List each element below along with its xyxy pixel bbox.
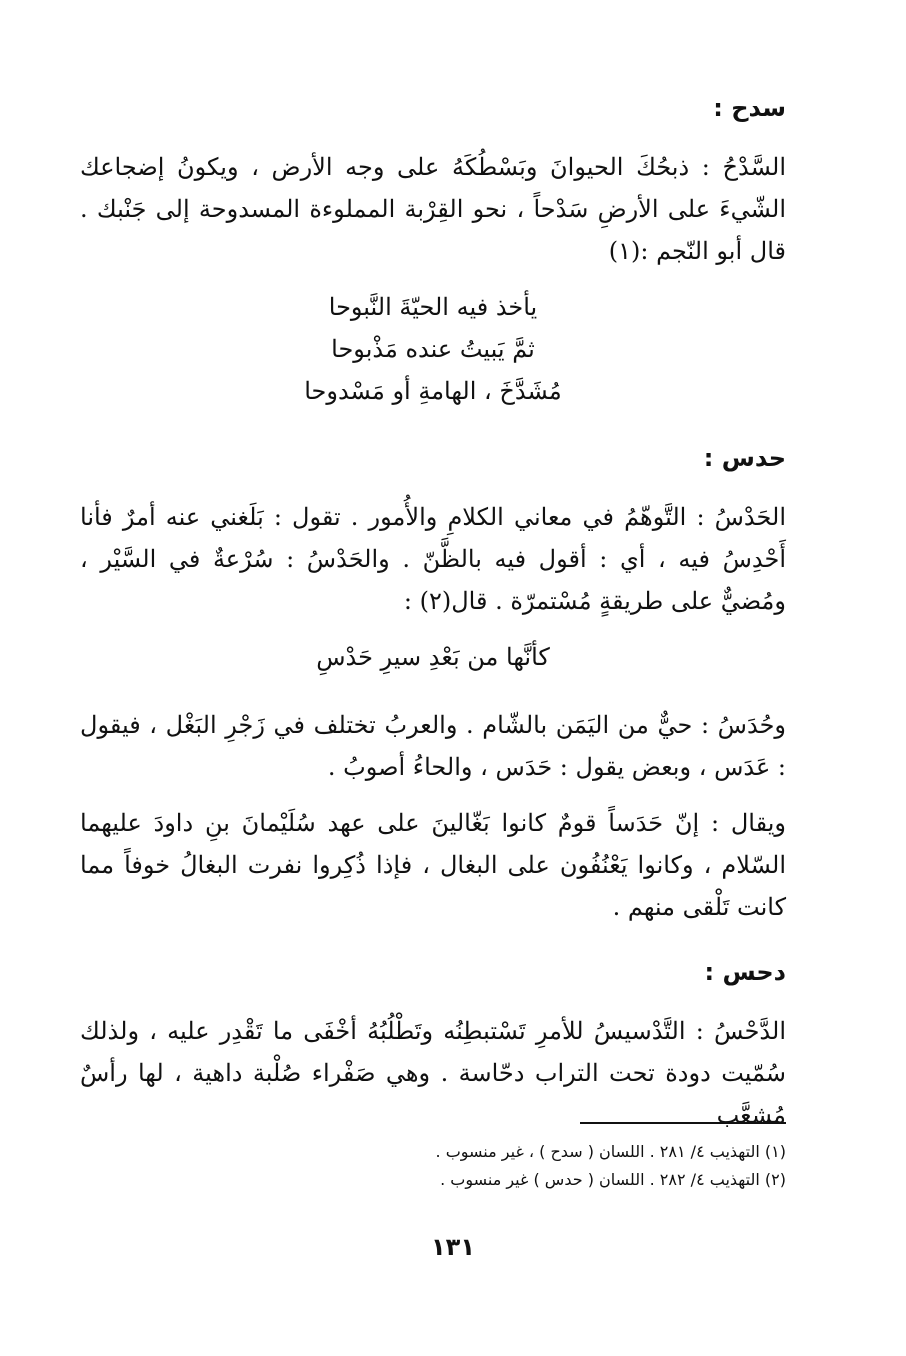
page-number: ١٣١ xyxy=(431,1233,475,1261)
entry-paragraph: ويقال : إنّ حَدَساً قومٌ كانوا بَغّالينَ على عهد سُلَيْمانَ بنِ داودَ عليهما السّلام ، وكانوا يَعْنُفُون على البغال ، فإذا ذُكِروا نفرت البغالُ خوفاً مما كانت تَلْقى منهم . xyxy=(80,809,786,921)
entry-heading: دحس : xyxy=(704,958,786,986)
footnote: (٢) التهذيب ٤/ ٢٨٢ . اللسان ( حدس ) غير منسوب . xyxy=(440,1170,786,1189)
entry-paragraph: الدَّحْسُ : التَّدْسيسُ للأمرِ تَسْتبطِنُه وتَطْلُبُهُ أخْفَى ما تَقْدِر عليه ، ولذلك سُمّيت دودة تحت التراب دحّاسة . وهي صَفْراء صُلْبة داهية ، لها رأسٌ مُشعَّب xyxy=(80,1017,786,1129)
entry-heading: سدح : xyxy=(713,94,786,122)
entry-paragraph: وحُدَسُ : حيٌّ من اليَمَن بالشّام . والعربُ تختلف في زَجْرِ البَغْل ، فيقول : عَدَس ، وبعض يقول : حَدَس ، والحاءُ أصوبُ . xyxy=(80,711,786,781)
verse-block xyxy=(80,286,786,412)
verse-line: مُشَدَّخَ ، الهامةِ أو مَسْدوحا xyxy=(304,377,562,405)
entry-dahs xyxy=(80,952,786,1136)
footnote: (١) التهذيب ٤/ ٢٨١ . اللسان ( سدح ) ، غير منسوب . xyxy=(435,1142,786,1161)
footnotes xyxy=(80,1138,786,1194)
verse-block xyxy=(80,636,786,678)
entry-hads xyxy=(80,438,786,928)
verse-line: كأنَّها من بَعْدِ سيرِ حَدْسِ xyxy=(316,643,550,671)
entry-paragraph: السَّدْحُ : ذبحُكَ الحيوانَ وبَسْطُكَهُ على وجه الأرض ، ويكونُ إضجاعك الشّيءَ على الأرضِ سَدْحاً ، نحو القِرْبة المملوءة المسدوحة إلى جَنْبك . قال أبو النّجم :(١) xyxy=(80,153,786,265)
footnote-divider xyxy=(580,1122,786,1124)
entry-heading: حدس : xyxy=(703,444,786,472)
entry-paragraph: الحَدْسُ : التَّوهّمُ في معاني الكلامِ والأُمور . تقول : بَلَغني عنه أمرٌ فأنا أَحْدِسُ فيه ، أي : أقول فيه بالظَّنّ . والحَدْسُ : سُرْعةٌ في السَّيْر ، ومُضيٌّ على طريقةٍ مُسْتمرّة . قال(٢) : xyxy=(80,503,786,615)
page-body xyxy=(80,88,786,1160)
entry-sadh xyxy=(80,88,786,412)
verse-line: يأخذ فيه الحيّةَ النَّبوحا xyxy=(328,293,538,321)
verse-line: ثمَّ يَبيتُ عنده مَذْبوحا xyxy=(331,335,535,363)
